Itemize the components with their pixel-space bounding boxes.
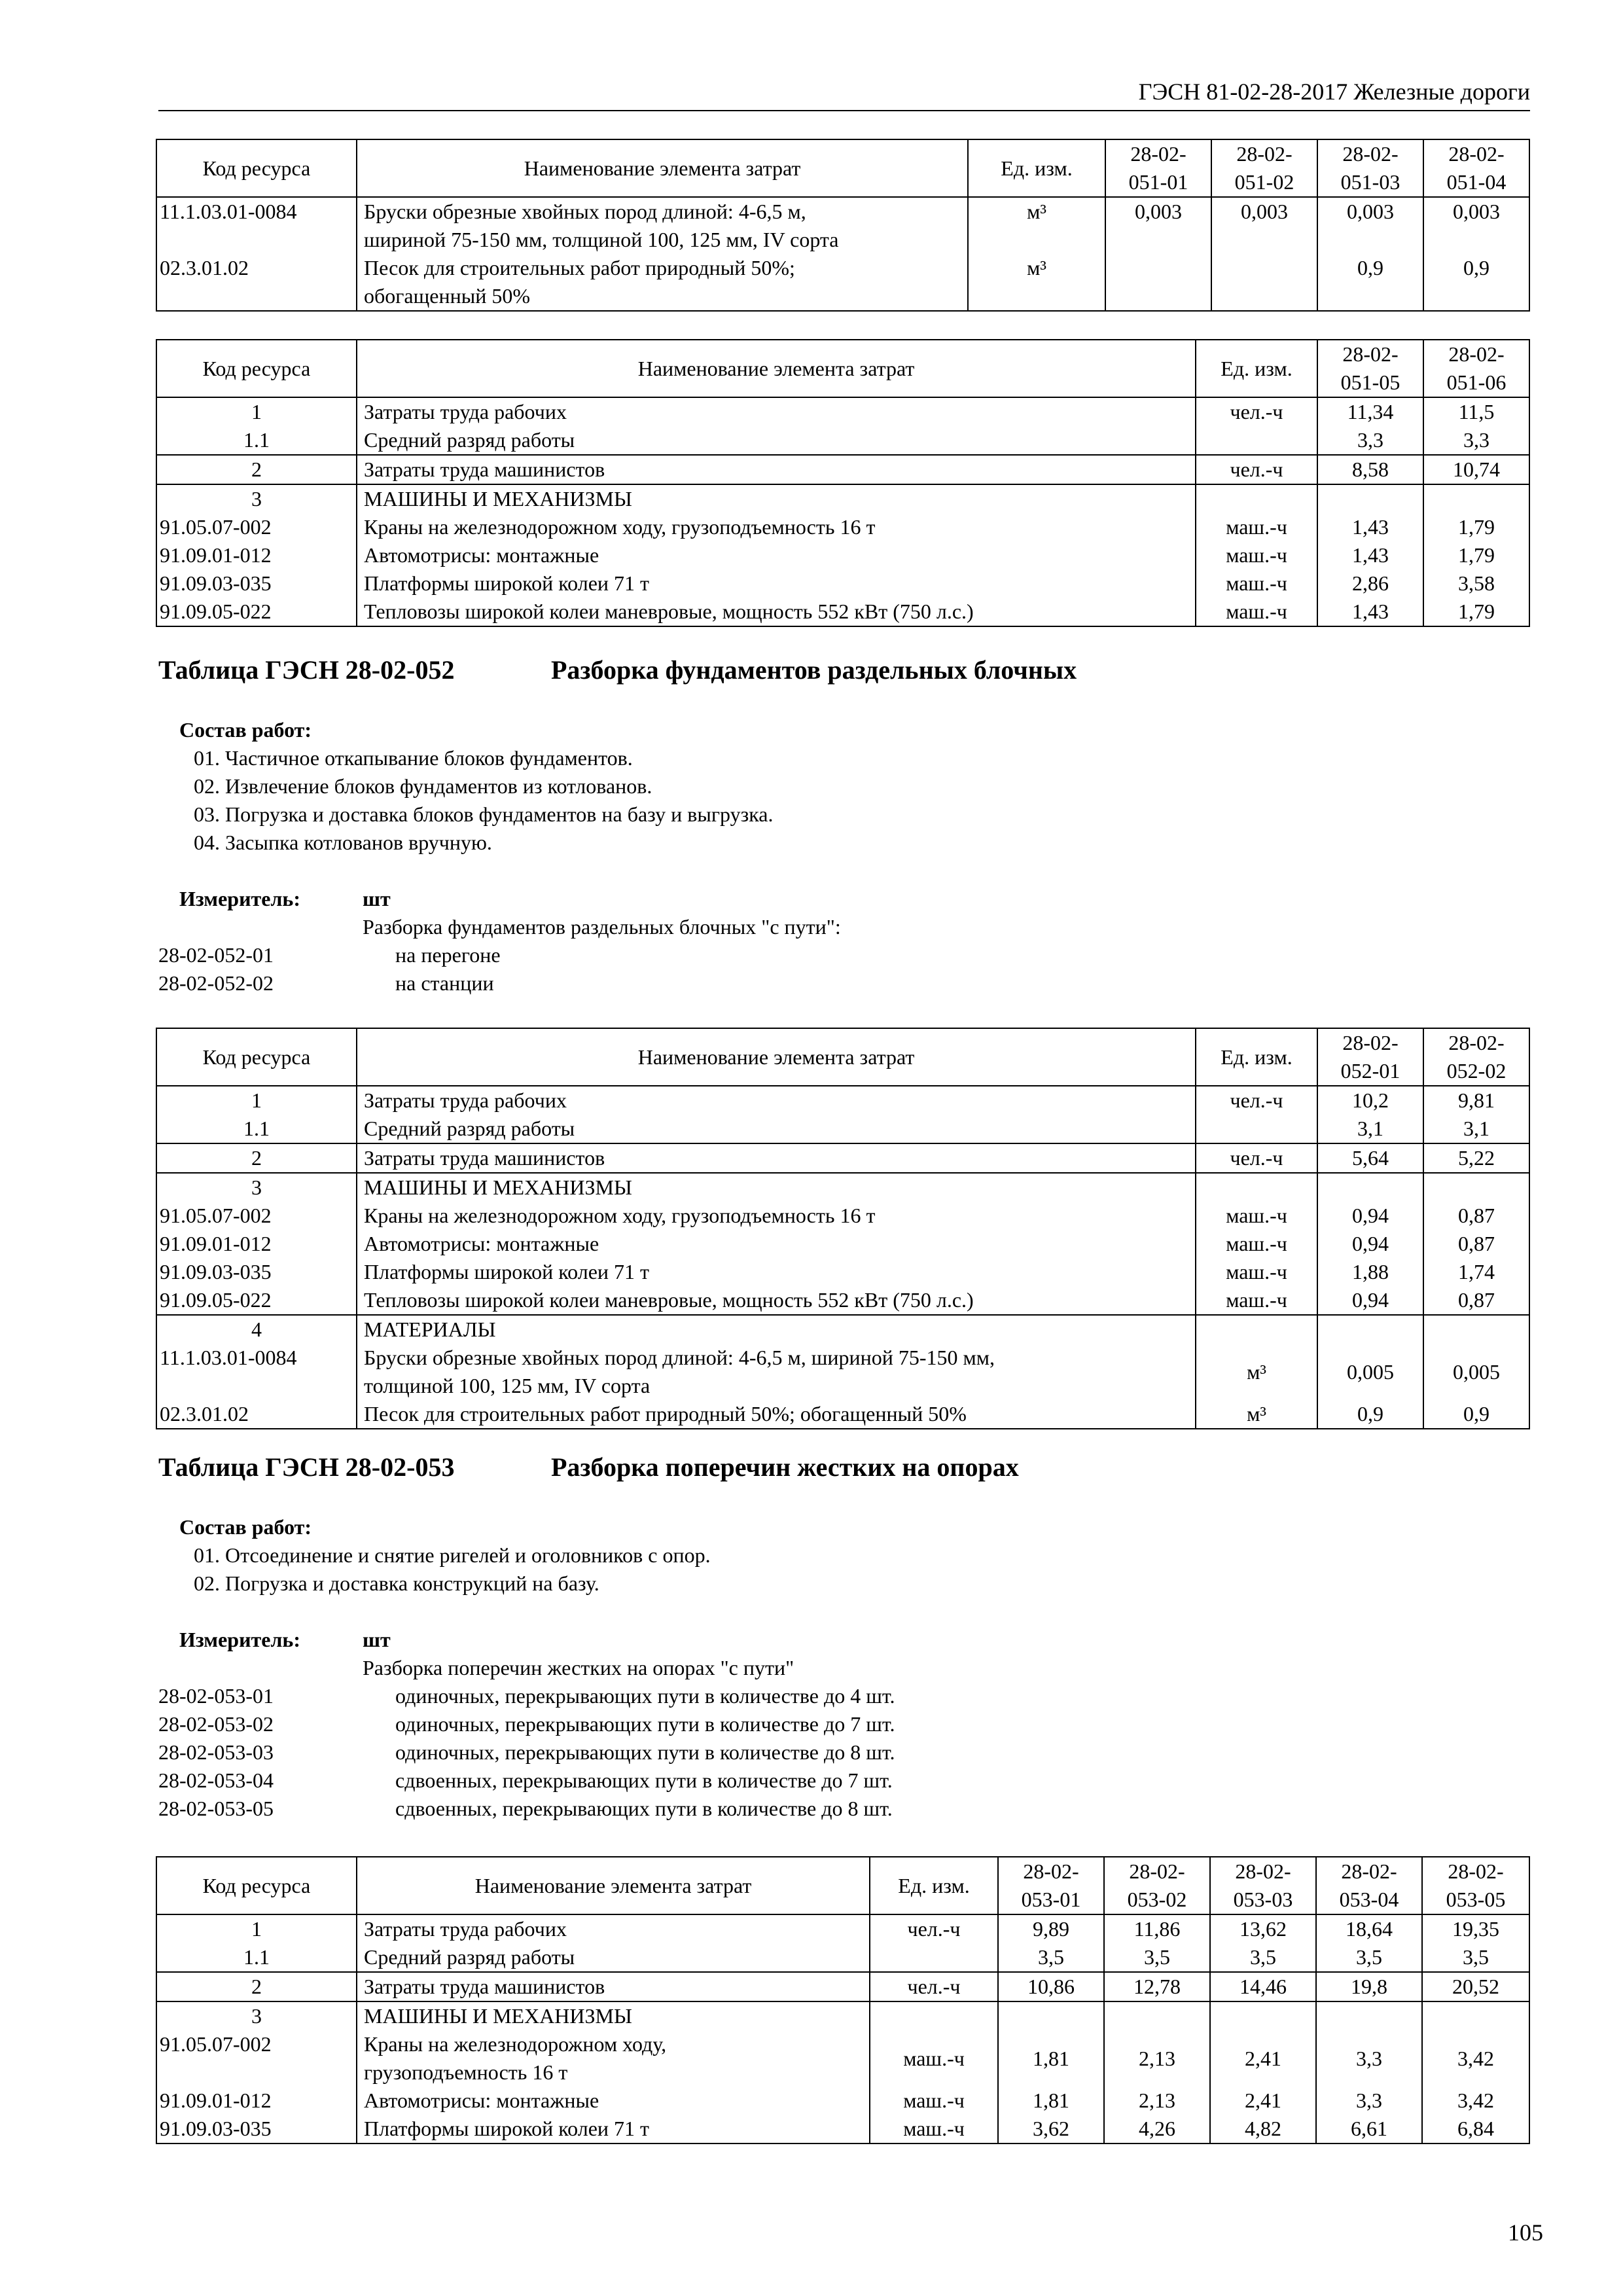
value: 10,2: [1317, 1086, 1423, 1115]
value: 0,003: [1317, 197, 1423, 254]
value: 0,9: [1317, 1400, 1423, 1429]
header-col: 28-02- 051-01: [1105, 139, 1211, 197]
meter-description: Разборка фундаментов раздельных блочных "с пути":: [363, 915, 841, 939]
value: 5,22: [1423, 1143, 1529, 1173]
unit: чел.-ч: [1196, 455, 1317, 484]
table-052-resources: [156, 1028, 1530, 1429]
header-code: Код ресурса: [156, 1857, 357, 1914]
table-row: [156, 1202, 1529, 1230]
unit: маш.-ч: [870, 2087, 998, 2115]
meter-item: [158, 1767, 1533, 1795]
item-text: сдвоенных, перекрывающих пути в количестве до 8 шт.: [395, 1797, 893, 1820]
value: [1317, 1315, 1423, 1344]
value: [1423, 1315, 1529, 1344]
meter-item: [158, 1795, 1533, 1823]
resource-code: 1: [156, 1914, 357, 1943]
value: 0,003: [1211, 197, 1317, 254]
value: 3,42: [1422, 2087, 1529, 2115]
meter-item: [158, 1710, 1533, 1738]
resource-code: 91.05.07-002: [156, 2030, 357, 2087]
table-row: [156, 1143, 1529, 1173]
header-unit: Ед. изм.: [1196, 1028, 1317, 1086]
value: 3,5: [1316, 1943, 1422, 1972]
value: 3,3: [1423, 426, 1529, 455]
value: 0,9: [1423, 254, 1529, 311]
resource-name: Бруски обрезные хвойных пород длиной: 4-6,5 м, шириной 75-150 мм, толщиной 100, 125 мм, IV сорта: [357, 197, 968, 254]
composition-title: Состав работ:: [179, 718, 312, 742]
meter-label: Измеритель:: [179, 1628, 300, 1651]
header-name: Наименование элемента затрат: [357, 340, 1196, 397]
meter-item: [158, 1682, 1533, 1710]
item-text: сдвоенных, перекрывающих пути в количестве до 7 шт.: [395, 1768, 893, 1792]
header-col: 28-02- 051-04: [1423, 139, 1529, 197]
resource-code: 4: [156, 1315, 357, 1344]
value: 1,81: [998, 2087, 1104, 2115]
table-row: [156, 1400, 1529, 1429]
table-row: [156, 2030, 1529, 2087]
value: 3,5: [1422, 1943, 1529, 1972]
resource-name: Платформы широкой колеи 71 т: [357, 569, 1196, 598]
resource-code: 91.09.01-012: [156, 1230, 357, 1258]
value: 8,58: [1317, 455, 1423, 484]
resource-code: 02.3.01.02: [156, 1400, 357, 1429]
unit: [1196, 1115, 1317, 1143]
composition-title: Состав работ:: [179, 1515, 312, 1539]
section-053-title: [158, 1452, 1019, 1482]
unit: маш.-ч: [1196, 1286, 1317, 1315]
value: 6,61: [1316, 2115, 1422, 2144]
value: 3,1: [1423, 1115, 1529, 1143]
resource-code: 1: [156, 1086, 357, 1115]
table-row: [156, 1943, 1529, 1972]
value: 6,84: [1422, 2115, 1529, 2144]
value: 2,13: [1104, 2030, 1210, 2087]
table-row: [156, 455, 1529, 484]
table-053-resources: [156, 1856, 1530, 2144]
value: 3,1: [1317, 1115, 1423, 1143]
work-item: 02. Погрузка и доставка конструкций на базу.: [194, 1571, 599, 1595]
value: 1,81: [998, 2030, 1104, 2087]
value: 1,43: [1317, 541, 1423, 569]
table-number: Таблица ГЭСН 28-02-052: [158, 655, 455, 685]
section-052-composition: [158, 716, 1533, 857]
resource-code: 91.09.03-035: [156, 569, 357, 598]
resource-name: Затраты труда рабочих: [357, 1086, 1196, 1115]
unit: маш.-ч: [870, 2030, 998, 2087]
value: 3,5: [1210, 1943, 1316, 1972]
meter-unit: шт: [363, 1628, 391, 1651]
resource-code: 02.3.01.02: [156, 254, 357, 311]
item-text: на станции: [395, 971, 494, 995]
item-text: одиночных, перекрывающих пути в количестве до 4 шт.: [395, 1684, 895, 1708]
unit: [1196, 1173, 1317, 1202]
header-unit: Ед. изм.: [870, 1857, 998, 1914]
item-code: 28-02-053-02: [158, 1712, 274, 1736]
resource-name: Тепловозы широкой колеи маневровые, мощность 552 кВт (750 л.с.): [357, 598, 1196, 626]
value: 5,64: [1317, 1143, 1423, 1173]
table-row: [156, 1115, 1529, 1143]
value: 9,89: [998, 1914, 1104, 1943]
table-row: [156, 2087, 1529, 2115]
value: 4,26: [1104, 2115, 1210, 2144]
resource-name: Автомотрисы: монтажные: [357, 1230, 1196, 1258]
item-code: 28-02-052-02: [158, 971, 274, 995]
value: [1317, 484, 1423, 513]
resource-code: 91.05.07-002: [156, 513, 357, 541]
resource-name: Платформы широкой колеи 71 т: [357, 2115, 870, 2144]
value: [1105, 254, 1211, 311]
value: 0,005: [1423, 1344, 1529, 1400]
value: 0,005: [1317, 1344, 1423, 1400]
resource-code: 91.09.05-022: [156, 598, 357, 626]
resource-code: 3: [156, 2001, 357, 2030]
unit: [1196, 426, 1317, 455]
table-row: [156, 1286, 1529, 1315]
resource-name: Автомотрисы: монтажные: [357, 2087, 870, 2115]
unit: чел.-ч: [1196, 1143, 1317, 1173]
table-title: Разборка поперечин жестких на опорах: [551, 1452, 1019, 1482]
value: 0,87: [1423, 1202, 1529, 1230]
item-code: 28-02-052-01: [158, 943, 274, 967]
document-title: ГЭСН 81-02-28-2017 Железные дороги: [1138, 79, 1530, 105]
unit: маш.-ч: [870, 2115, 998, 2144]
table-row: [156, 1914, 1529, 1943]
item-code: 28-02-053-04: [158, 1768, 274, 1792]
item-text: одиночных, перекрывающих пути в количестве до 7 шт.: [395, 1712, 895, 1736]
unit: маш.-ч: [1196, 1258, 1317, 1286]
resource-name: Песок для строительных работ природный 50%; обогащенный 50%: [357, 254, 968, 311]
value: 12,78: [1104, 1972, 1210, 2001]
header-code: Код ресурса: [156, 340, 357, 397]
unit: чел.-ч: [870, 1972, 998, 2001]
value: [1423, 1173, 1529, 1202]
header-unit: Ед. изм.: [1196, 340, 1317, 397]
table-number: Таблица ГЭСН 28-02-053: [158, 1452, 455, 1482]
table-row: [156, 569, 1529, 598]
value: [1422, 2001, 1529, 2030]
header-col: 28-02- 052-02: [1423, 1028, 1529, 1086]
header-col: 28-02- 053-05: [1422, 1857, 1529, 1914]
table-row: [156, 197, 1529, 254]
table-row: [156, 397, 1529, 426]
resource-code: 91.05.07-002: [156, 1202, 357, 1230]
table-row: [156, 598, 1529, 626]
header-name: Наименование элемента затрат: [357, 139, 968, 197]
unit: [1196, 1315, 1317, 1344]
header-col: 28-02- 051-02: [1211, 139, 1317, 197]
header-code: Код ресурса: [156, 139, 357, 197]
meter-item: [158, 941, 1533, 969]
value: 14,46: [1210, 1972, 1316, 2001]
header-col: 28-02- 053-03: [1210, 1857, 1316, 1914]
resource-name: Затраты труда машинистов: [357, 1972, 870, 2001]
work-item: 03. Погрузка и доставка блоков фундаментов на базу и выгрузка.: [194, 802, 774, 826]
resource-name: Средний разряд работы: [357, 1115, 1196, 1143]
unit: маш.-ч: [1196, 513, 1317, 541]
resource-code: 2: [156, 455, 357, 484]
value: 0,003: [1423, 197, 1529, 254]
unit: [870, 1943, 998, 1972]
table-row: [156, 2001, 1529, 2030]
value: 0,9: [1423, 1400, 1529, 1429]
resource-name: Тепловозы широкой колеи маневровые, мощность 552 кВт (750 л.с.): [357, 1286, 1196, 1315]
item-text: на перегоне: [395, 943, 501, 967]
resource-name: Затраты труда машинистов: [357, 455, 1196, 484]
item-code: 28-02-053-03: [158, 1740, 274, 1764]
resource-code: 11.1.03.01-0084: [156, 1344, 357, 1400]
header-name: Наименование элемента затрат: [357, 1857, 870, 1914]
resource-code: 3: [156, 484, 357, 513]
work-item: 01. Частичное откапывание блоков фундаментов.: [194, 746, 633, 770]
value: 10,86: [998, 1972, 1104, 2001]
header-col: 28-02- 051-03: [1317, 139, 1423, 197]
value: 1,79: [1423, 541, 1529, 569]
resource-code: 3: [156, 1173, 357, 1202]
resource-name: Платформы широкой колеи 71 т: [357, 1258, 1196, 1286]
resource-name: Затраты труда машинистов: [357, 1143, 1196, 1173]
value: 2,41: [1210, 2030, 1316, 2087]
unit: м³: [1196, 1400, 1317, 1429]
unit: чел.-ч: [1196, 1086, 1317, 1115]
resource-name: Краны на железнодорожном ходу, грузоподъемность 16 т: [357, 1202, 1196, 1230]
work-item: 02. Извлечение блоков фундаментов из котлованов.: [194, 774, 652, 798]
item-text: одиночных, перекрывающих пути в количестве до 8 шт.: [395, 1740, 895, 1764]
value: 11,34: [1317, 397, 1423, 426]
page-number: 105: [1508, 2219, 1543, 2246]
resource-name: Краны на железнодорожном ходу, грузоподъемность 16 т: [357, 513, 1196, 541]
value: 3,62: [998, 2115, 1104, 2144]
value: [1210, 2001, 1316, 2030]
unit: [1196, 484, 1317, 513]
value: 3,42: [1422, 2030, 1529, 2087]
resource-code: 91.09.01-012: [156, 2087, 357, 2115]
header-col: 28-02- 053-02: [1104, 1857, 1210, 1914]
unit: маш.-ч: [1196, 1230, 1317, 1258]
header-code: Код ресурса: [156, 1028, 357, 1086]
value: 18,64: [1316, 1914, 1422, 1943]
unit: маш.-ч: [1196, 541, 1317, 569]
value: [1211, 254, 1317, 311]
value: 20,52: [1422, 1972, 1529, 2001]
resource-code: 11.1.03.01-0084: [156, 197, 357, 254]
table-row: [156, 1344, 1529, 1400]
unit: м³: [968, 197, 1105, 254]
value: 9,81: [1423, 1086, 1529, 1115]
resource-name: Песок для строительных работ природный 50%; обогащенный 50%: [357, 1400, 1196, 1429]
table-title: Разборка фундаментов раздельных блочных: [551, 655, 1077, 685]
resource-code: 91.09.03-035: [156, 1258, 357, 1286]
meter-unit: шт: [363, 887, 391, 910]
resource-code: 91.09.03-035: [156, 2115, 357, 2144]
resource-code: 1: [156, 397, 357, 426]
work-item: 01. Отсоединение и снятие ригелей и оголовников с опор.: [194, 1543, 711, 1567]
header-col: 28-02- 051-05: [1317, 340, 1423, 397]
value: 3,5: [998, 1943, 1104, 1972]
resource-name: Автомотрисы: монтажные: [357, 541, 1196, 569]
section-053-meter: [158, 1626, 1533, 1823]
section-052-title: [158, 655, 1077, 685]
table-row: [156, 513, 1529, 541]
value: [1317, 1173, 1423, 1202]
value: [1104, 2001, 1210, 2030]
item-code: 28-02-053-05: [158, 1797, 274, 1820]
value: 0,94: [1317, 1230, 1423, 1258]
value: 3,3: [1316, 2087, 1422, 2115]
value: 11,86: [1104, 1914, 1210, 1943]
value: 1,43: [1317, 513, 1423, 541]
value: 19,35: [1422, 1914, 1529, 1943]
resource-code: 91.09.05-022: [156, 1286, 357, 1315]
unit: маш.-ч: [1196, 598, 1317, 626]
unit: маш.-ч: [1196, 1202, 1317, 1230]
value: [1423, 484, 1529, 513]
resource-name: МАШИНЫ И МЕХАНИЗМЫ: [357, 1173, 1196, 1202]
value: 3,3: [1317, 426, 1423, 455]
value: 13,62: [1210, 1914, 1316, 1943]
unit: [870, 2001, 998, 2030]
header-col: 28-02- 053-04: [1316, 1857, 1422, 1914]
header-unit: Ед. изм.: [968, 139, 1105, 197]
resource-name: Бруски обрезные хвойных пород длиной: 4-6,5 м, шириной 75-150 мм, толщиной 100, 125 мм, IV сорта: [357, 1344, 1196, 1400]
value: 0,87: [1423, 1286, 1529, 1315]
unit: маш.-ч: [1196, 569, 1317, 598]
section-053-composition: [158, 1513, 1533, 1598]
value: 3,5: [1104, 1943, 1210, 1972]
resource-code: 2: [156, 1972, 357, 2001]
resource-name: Затраты труда рабочих: [357, 1914, 870, 1943]
resource-name: Средний разряд работы: [357, 426, 1196, 455]
table-row: [156, 1086, 1529, 1115]
value: 0,94: [1317, 1202, 1423, 1230]
resource-code: 91.09.01-012: [156, 541, 357, 569]
resource-code: 1.1: [156, 1115, 357, 1143]
value: 4,82: [1210, 2115, 1316, 2144]
unit: м³: [1196, 1344, 1317, 1400]
table-051-resources: [156, 339, 1530, 627]
value: 10,74: [1423, 455, 1529, 484]
value: 0,87: [1423, 1230, 1529, 1258]
meter-item: [158, 969, 1533, 997]
table-051-materials: [156, 139, 1530, 312]
resource-name: МАШИНЫ И МЕХАНИЗМЫ: [357, 484, 1196, 513]
page-header: [158, 73, 1530, 111]
resource-name: Средний разряд работы: [357, 1943, 870, 1972]
value: 11,5: [1423, 397, 1529, 426]
meter-description: Разборка поперечин жестких на опорах "с пути": [363, 1656, 794, 1679]
unit: м³: [968, 254, 1105, 311]
value: 1,79: [1423, 598, 1529, 626]
value: 3,58: [1423, 569, 1529, 598]
value: 0,003: [1105, 197, 1211, 254]
table-row: [156, 1315, 1529, 1344]
table-row: [156, 1230, 1529, 1258]
table-row: [156, 426, 1529, 455]
value: 1,88: [1317, 1258, 1423, 1286]
value: 1,43: [1317, 598, 1423, 626]
value: 2,41: [1210, 2087, 1316, 2115]
value: [1316, 2001, 1422, 2030]
table-row: [156, 1972, 1529, 2001]
header-col: 28-02- 052-01: [1317, 1028, 1423, 1086]
resource-code: 2: [156, 1143, 357, 1173]
section-052-meter: [158, 885, 1533, 997]
resource-name: МАТЕРИАЛЫ: [357, 1315, 1196, 1344]
value: 3,3: [1316, 2030, 1422, 2087]
table-row: [156, 1173, 1529, 1202]
unit: чел.-ч: [870, 1914, 998, 1943]
value: 1,79: [1423, 513, 1529, 541]
unit: чел.-ч: [1196, 397, 1317, 426]
header-col: 28-02- 053-01: [998, 1857, 1104, 1914]
resource-code: 1.1: [156, 1943, 357, 1972]
table-row: [156, 2115, 1529, 2144]
meter-label: Измеритель:: [179, 887, 300, 910]
table-row: [156, 541, 1529, 569]
table-row: [156, 1258, 1529, 1286]
resource-code: 1.1: [156, 426, 357, 455]
meter-item: [158, 1738, 1533, 1767]
value: 0,9: [1317, 254, 1423, 311]
value: 1,74: [1423, 1258, 1529, 1286]
resource-name: Затраты труда рабочих: [357, 397, 1196, 426]
value: 2,13: [1104, 2087, 1210, 2115]
item-code: 28-02-053-01: [158, 1684, 274, 1708]
table-row: [156, 484, 1529, 513]
value: 0,94: [1317, 1286, 1423, 1315]
value: 19,8: [1316, 1972, 1422, 2001]
work-item: 04. Засыпка котлованов вручную.: [194, 831, 492, 854]
value: 2,86: [1317, 569, 1423, 598]
table-row: [156, 254, 1529, 311]
header-name: Наименование элемента затрат: [357, 1028, 1196, 1086]
header-col: 28-02- 051-06: [1423, 340, 1529, 397]
value: [998, 2001, 1104, 2030]
resource-name: МАШИНЫ И МЕХАНИЗМЫ: [357, 2001, 870, 2030]
resource-name: Краны на железнодорожном ходу, грузоподъемность 16 т: [357, 2030, 870, 2087]
